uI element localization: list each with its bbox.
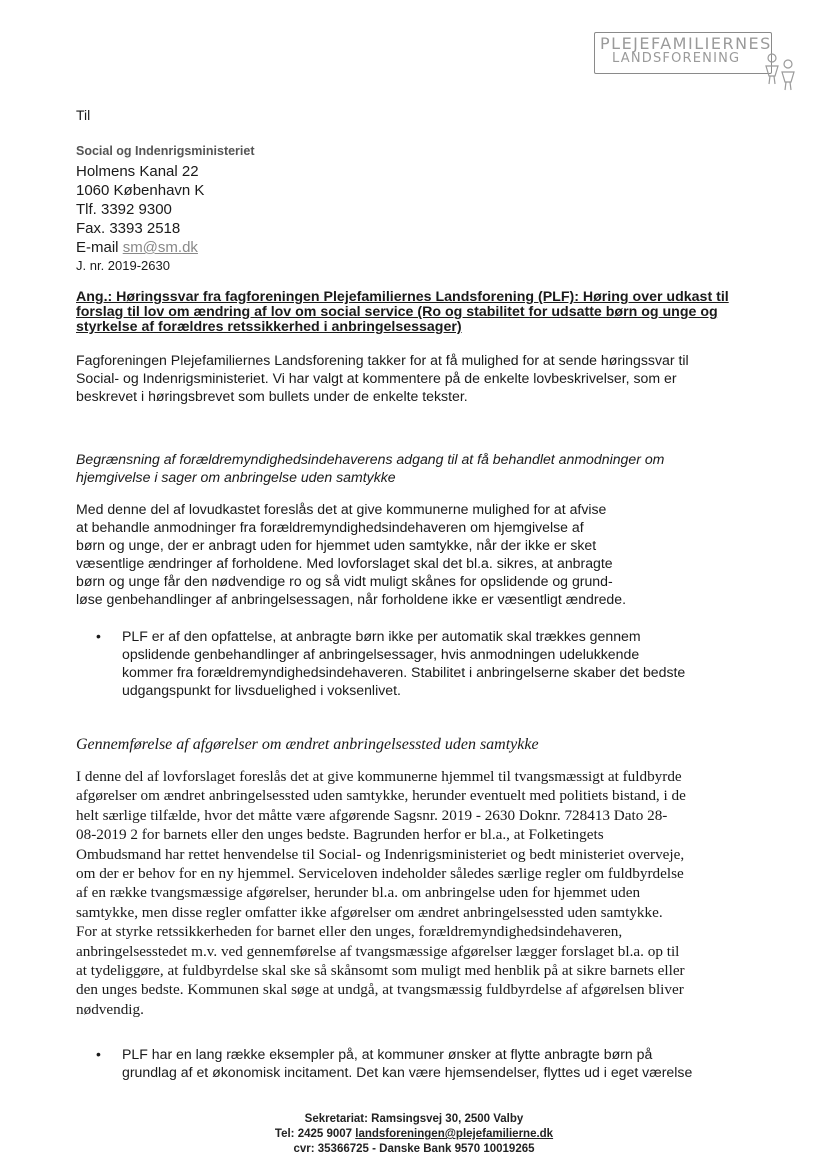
section2-body-line: at tydeliggøre, at fuldbyrdelse skal ske så skånsomt som muligt med henblik på at sikre barnets eller bbox=[76, 962, 685, 980]
section2-body-line: helt særlige tilfælde, hvor det måtte være afgørende Sagsnr. 2019 - 2630 Doknr. 728413 Dato 28- bbox=[76, 806, 668, 824]
section2-body-line: samtykke, men disse regler omfatter ikke afgørelser om ændret anbringelsessted uden samtykke. bbox=[76, 903, 663, 921]
bullet-icon: • bbox=[96, 628, 101, 644]
intro-paragraph bbox=[76, 351, 766, 405]
bullet-icon: • bbox=[96, 1046, 101, 1062]
bullet-line: kommer fra forældremyndighedsindehaveren. Stabilitet i anbringelserne skaber det bedste bbox=[122, 664, 686, 680]
section2-body-line: nødvendig. bbox=[76, 1000, 144, 1018]
section2-body-line: den unges bedste. Kommunen skal søge at undgå, at tvangsmæssig fuldbyrdelse af afgørelsen bliver bbox=[76, 981, 684, 999]
bullet-line: grundlag af et økonomisk incitament. Det kan være hjemsendelser, flyttes ud i eget værelse bbox=[122, 1064, 693, 1080]
recipient-email-link[interactable]: sm@sm.dk bbox=[122, 239, 198, 256]
intro-line: beskrevet i høringsbrevet som bullets under de enkelte tekster. bbox=[76, 388, 468, 404]
recipient-phone: Tlf. 3392 9300 bbox=[76, 201, 172, 218]
bullet-line: PLF har en lang række eksempler på, at kommuner ønsker at flytte anbragte børn på bbox=[122, 1046, 653, 1062]
logo-text-line1: PLEJEFAMILIERNES bbox=[600, 34, 772, 53]
bullet-line: PLF er af den opfattelse, at anbragte børn ikke per automatik skal trækkes gennem bbox=[122, 628, 641, 644]
section1-body-line: løse genbehandlinger af anbringelsessagen, når forholdene ikke er væsentligt ændrede. bbox=[76, 591, 627, 607]
recipient-email-line bbox=[76, 238, 198, 257]
bullet-line: udgangspunkt for livsduelighed i voksenlivet. bbox=[122, 682, 401, 698]
footer-address: Sekretariat: Ramsingsvej 30, 2500 Valby bbox=[304, 1113, 524, 1125]
bullet-line: opslidende genbehandlinger af anbringelsessager, hvis anmodningen udelukkende bbox=[122, 646, 640, 662]
footer-email-link[interactable]: landsforeningen@plejefamilierne.dk bbox=[355, 1128, 554, 1140]
section2-body-line: afgørelser om ændret anbringelsessted uden samtykke, herunder eventuelt med politiets bistand, i de bbox=[76, 787, 686, 805]
section2-body bbox=[76, 767, 752, 1019]
bullet-text bbox=[122, 1045, 762, 1081]
section2-body-line: For at styrke retssikkerheden for barnet eller den unges, forældremyndighedsindehaveren, bbox=[76, 923, 623, 941]
section2-body-line: anbringelsesstedet m.v. ved gennemførelse af tvangsmæssige afgørelser lægger forslaget bl.a. op til bbox=[76, 942, 680, 960]
logo-text-line2: LANDSFORENING bbox=[612, 51, 741, 66]
footer-bank: cvr: 35366725 - Danske Bank 9570 10019265 bbox=[293, 1143, 535, 1155]
section1-heading-line: Begrænsning af forældremyndighedsindehaverens adgang til at få behandlet anmodninger om bbox=[76, 451, 665, 467]
section2-body-line: om der er behov for en ny hjemmel. Serviceloven indeholder således særlige regler om fuldbyrdelse bbox=[76, 865, 684, 883]
section1-body-line: Med denne del af lovudkastet foreslås det at give kommunerne mulighed for at afvise bbox=[76, 501, 607, 517]
section2-body-line: 08-2019 2 for barnets eller den unges bedste. Bagrunden herfor er bl.a., at Folketingets bbox=[76, 826, 604, 844]
section2-body-line: I denne del af lovforslaget foreslås det at give kommunerne hjemmel til tvangsmæssigt at fuldbyrde bbox=[76, 768, 682, 785]
section2-body-line: af en række tvangsmæssige afgørelser, herunder bl.a. om anbringelse uden for hjemmet uden bbox=[76, 884, 641, 902]
footer bbox=[0, 1112, 828, 1157]
intro-line: Social- og Indenrigsministeriet. Vi har valgt at kommentere på de enkelte lovbeskrivelser, som er bbox=[76, 370, 677, 386]
section1-body-line: at behandle anmodninger fra forældremyndighedsindehaveren om hjemgivelse af bbox=[76, 519, 584, 535]
email-label: E-mail bbox=[76, 239, 119, 256]
to-label: Til bbox=[76, 107, 91, 123]
bullet-text bbox=[122, 627, 762, 699]
subject-line: Ang.: Høringssvar fra fagforeningen Plejefamiliernes Landsforening (PLF): Høring over udkast til forslag til lov om ændring af lov om social service (Ro og stabilitet for udsatte børn og unge og styrkelse af forældres retssikkerhed i anbringelsessager) bbox=[76, 289, 729, 335]
recipient-ministry: Social og Indenrigsministeriet bbox=[76, 144, 255, 158]
footer-contact bbox=[0, 1127, 828, 1142]
recipient-city: 1060 København K bbox=[76, 182, 205, 199]
section1-body-line: væsentlige ændringer af forholdene. Med lovforslaget skal det bl.a. sikres, at anbragte bbox=[76, 555, 613, 571]
section1-heading-line: hjemgivelse i sager om anbringelse uden samtykke bbox=[76, 469, 396, 485]
section1-heading bbox=[76, 450, 766, 486]
section2-heading: Gennemførelse af afgørelser om ændret anbringelsessted uden samtykke bbox=[76, 736, 539, 753]
recipient-fax: Fax. 3393 2518 bbox=[76, 220, 181, 237]
footer-phone: Tel: 2425 9007 bbox=[274, 1128, 353, 1140]
section1-body-line: børn og unge får den nødvendige ro og så vidt muligt skånes for opslidende og grund- bbox=[76, 573, 613, 589]
children-figures-icon bbox=[762, 50, 800, 92]
section1-body-line: børn og unge, der er anbragt uden for hjemmet uden samtykke, når der ikke er sket bbox=[76, 537, 597, 553]
organization-logo bbox=[590, 28, 802, 92]
section1-body bbox=[76, 500, 766, 608]
intro-line: Fagforeningen Plejefamiliernes Landsforening takker for at få mulighed for at sende høringssvar til bbox=[76, 352, 689, 368]
section2-body-line: Ombudsmand har rettet henvendelse til Social- og Indenrigsministeriet og bedt ministeriet overveje, bbox=[76, 845, 685, 863]
recipient-street: Holmens Kanal 22 bbox=[76, 163, 199, 180]
journal-number: J. nr. 2019-2630 bbox=[76, 258, 170, 273]
